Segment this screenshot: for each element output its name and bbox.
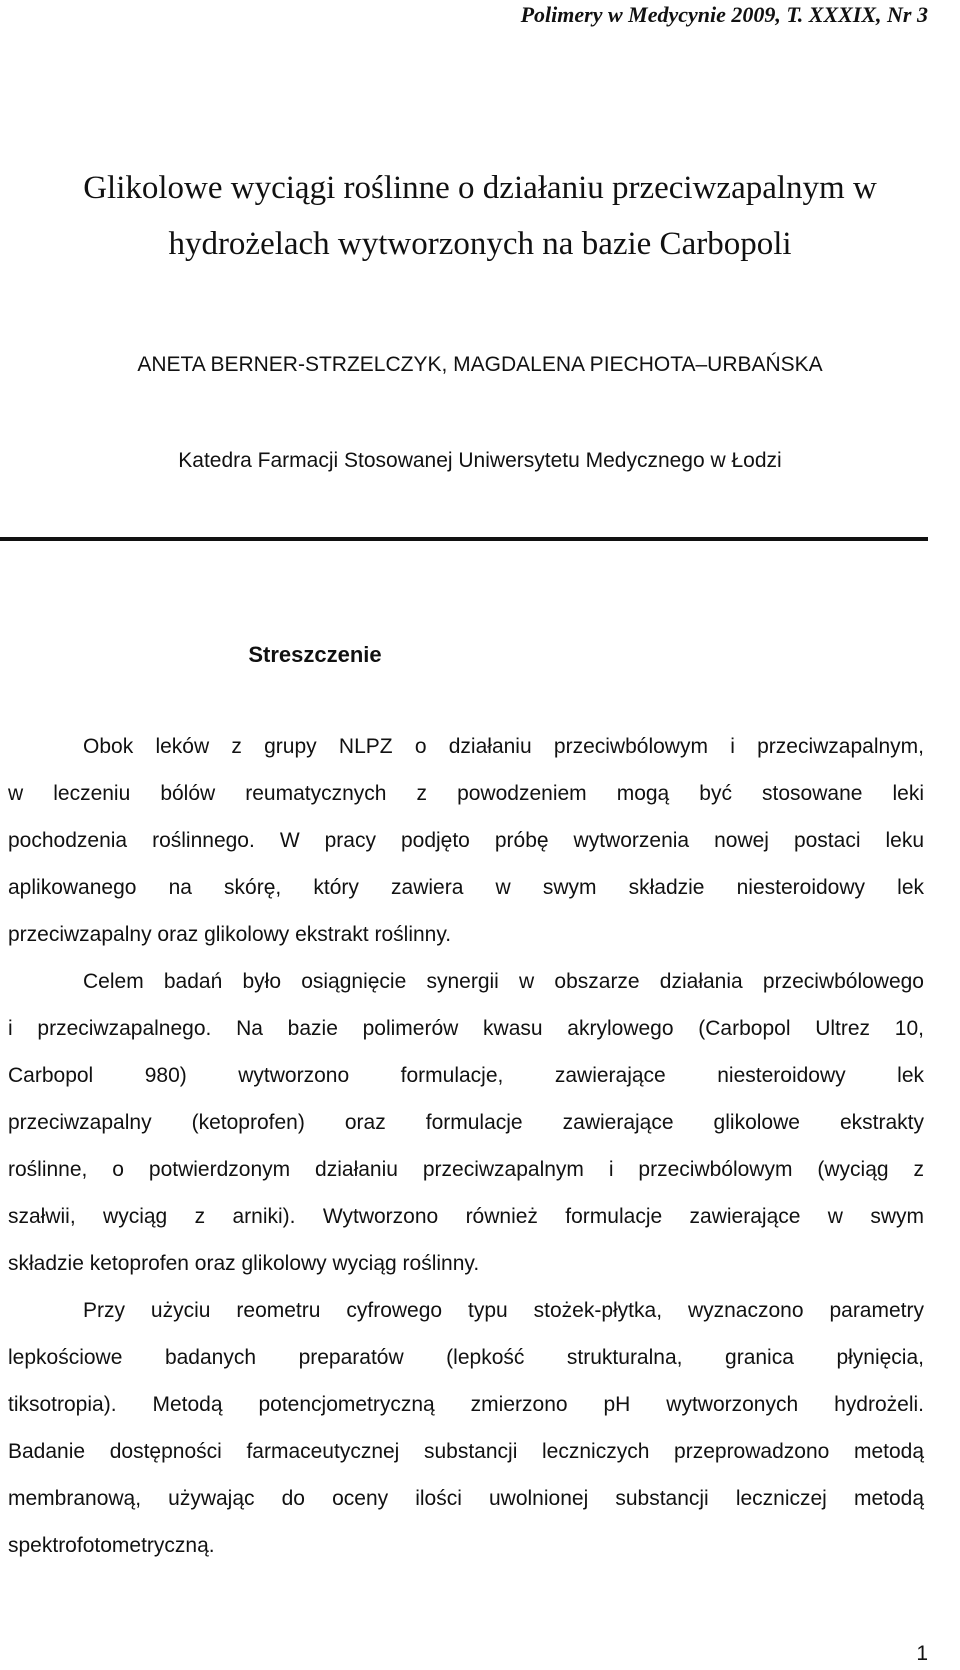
authors: ANETA BERNER-STRZELCZYK, MAGDALENA PIECHOTA–URBAŃSKA (137, 353, 823, 376)
section-title-abstract: Streszczenie (248, 642, 382, 667)
abstract-body (8, 732, 924, 1578)
journal-header: Polimery w Medycynie 2009, T. XXXIX, Nr 3 (520, 2, 928, 27)
abstract-line: roślinne, o potwierdzonym działaniu przeciwzapalnym i przeciwbólowym (wyciąg z (8, 1158, 924, 1181)
horizontal-rule (0, 537, 928, 541)
abstract-line: spektrofotometryczną. (8, 1534, 215, 1557)
abstract-line: Celem badań było osiągnięcie synergii w obszarze działania przeciwbólowego (83, 970, 924, 993)
abstract-line: szałwii, wyciąg z arniki). Wytworzono również formulacje zawierające w swym (8, 1205, 924, 1228)
abstract-line: i przeciwzapalnego. Na bazie polimerów kwasu akrylowego (Carbopol Ultrez 10, (8, 1017, 924, 1040)
abstract-line: w leczeniu bólów reumatycznych z powodzeniem mogą być stosowane leki (8, 782, 924, 805)
abstract-line: membranową, używając do oceny ilości uwolnionej substancji leczniczej metodą (8, 1487, 924, 1510)
abstract-line: aplikowanego na skórę, który zawiera w swym składzie niesteroidowy lek (8, 876, 924, 899)
abstract-line: Badanie dostępności farmaceutycznej substancji leczniczych przeprowadzono metodą (8, 1440, 924, 1463)
paper-title (0, 160, 960, 272)
abstract-line: Obok leków z grupy NLPZ o działaniu przeciwbólowym i przeciwzapalnym, (83, 735, 924, 758)
abstract-line: Przy użyciu reometru cyfrowego typu stożek-płytka, wyznaczono parametry (83, 1299, 924, 1322)
abstract-line: Carbopol 980) wytworzono formulacje, zawierające niesteroidowy lek (8, 1064, 924, 1087)
affiliation: Katedra Farmacji Stosowanej Uniwersytetu Medycznego w Łodzi (178, 449, 782, 472)
abstract-line: tiksotropia). Metodą potencjometryczną zmierzono pH wytworzonych hydrożeli. (8, 1393, 924, 1416)
paper-title-line-2: hydrożelach wytworzonych na bazie Carbopoli (168, 226, 792, 262)
abstract-line: przeciwzapalny oraz glikolowy ekstrakt roślinny. (8, 923, 452, 946)
page-number: 1 (916, 1642, 928, 1665)
abstract-line: przeciwzapalny (ketoprofen) oraz formulacje zawierające glikolowe ekstrakty (8, 1111, 924, 1134)
abstract-line: lepkościowe badanych preparatów (lepkość strukturalna, granica płynięcia, (8, 1346, 924, 1369)
abstract-line: pochodzenia roślinnego. W pracy podjęto próbę wytworzenia nowej postaci leku (8, 829, 924, 852)
abstract-line: składzie ketoprofen oraz glikolowy wyciąg roślinny. (8, 1252, 480, 1275)
paper-title-line-1: Glikolowe wyciągi roślinne o działaniu przeciwzapalnym w (83, 170, 877, 206)
